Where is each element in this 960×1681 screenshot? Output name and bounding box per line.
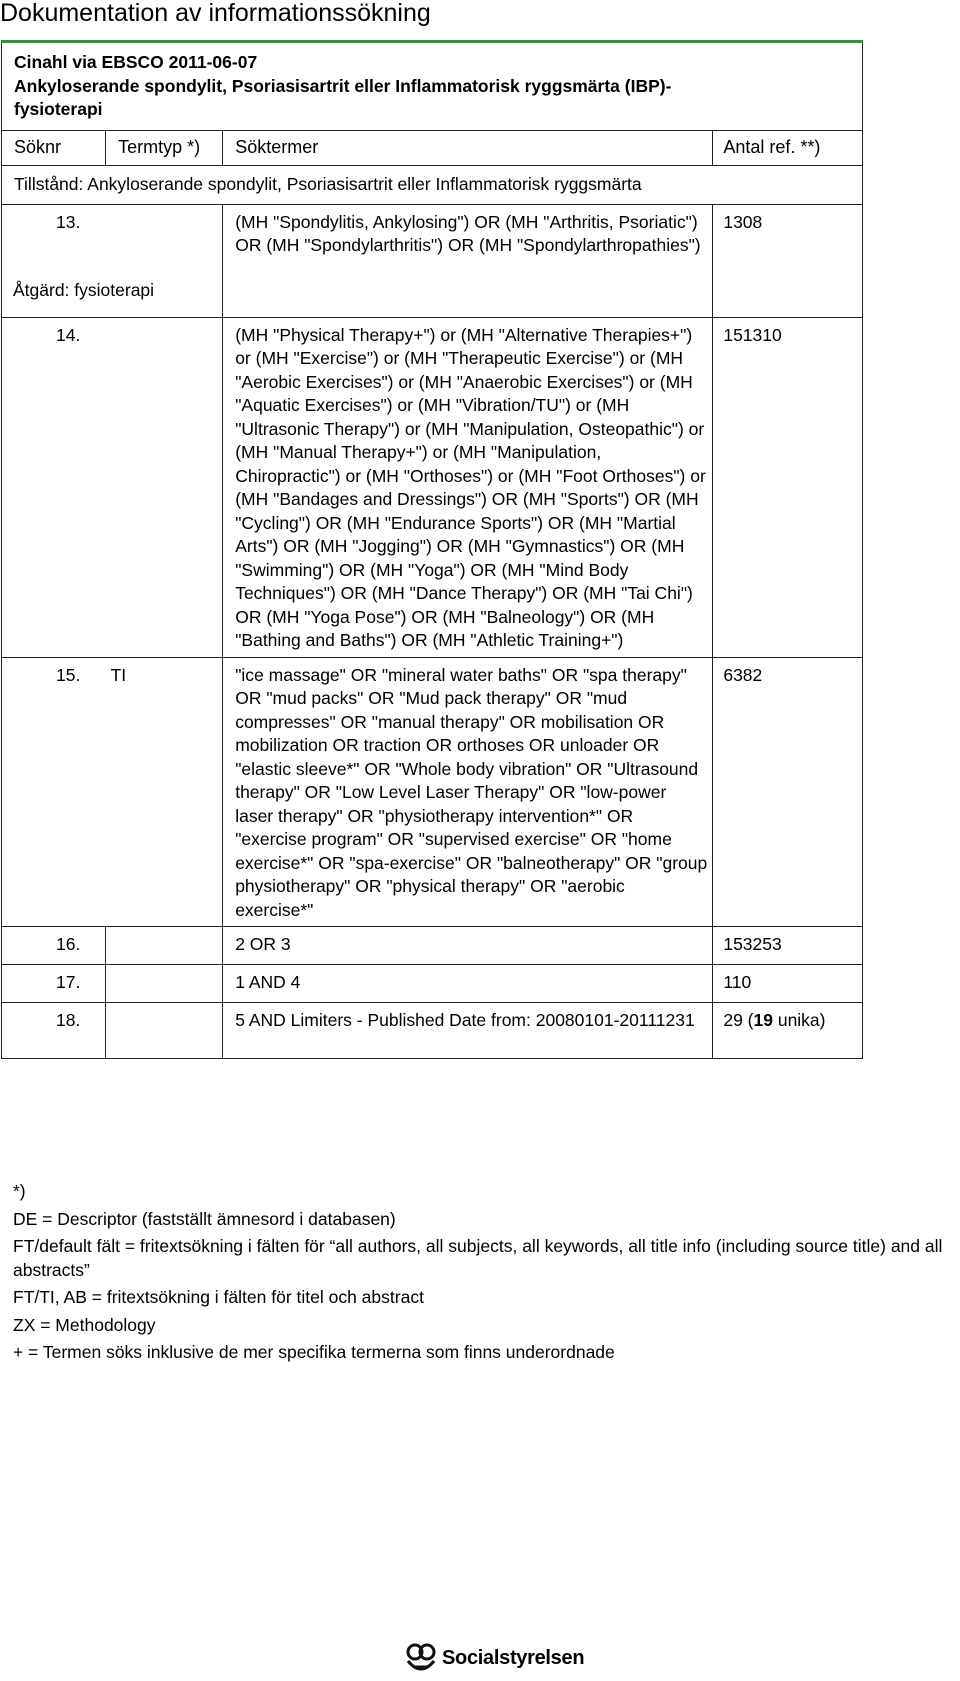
row-18-terms: 5 AND Limiters - Published Date from: 20080101-20111231	[223, 1003, 713, 1059]
row-14-type	[106, 317, 223, 657]
row-13-nr-cell	[2, 204, 223, 317]
row-17-count: 110	[713, 965, 863, 1003]
socialstyrelsen-logo-icon	[404, 1641, 438, 1675]
column-header-count: Antal ref. **)	[713, 130, 863, 165]
row-18-count	[713, 1003, 863, 1059]
row-18-count-post: unika)	[772, 1010, 826, 1030]
row-16-terms: 2 OR 3	[223, 927, 713, 965]
row-14-nr: 14.	[2, 317, 106, 657]
logo-text: Socialstyrelsen	[442, 1646, 585, 1669]
column-header-terms: Söktermer	[223, 130, 713, 165]
row-16-nr: 16.	[2, 927, 106, 965]
row-13-terms: (MH "Spondylitis, Ankylosing") OR (MH "Arthritis, Psoriatic") OR (MH "Spondylarthritis") OR (MH "Spondylarthropathies")	[223, 204, 713, 317]
footnote-ft-default: FT/default fält = fritextsökning i fälten för “all authors, all subjects, all keywords, all title info (including source title) and all abstracts”	[13, 1236, 948, 1280]
footnote-de: DE = Descriptor (fastställt ämnesord i databasen)	[13, 1208, 396, 1229]
row-17-nr: 17.	[2, 965, 106, 1003]
table-row	[2, 317, 863, 657]
state-label: Tillstånd: Ankyloserande spondylit, Psoriasisartrit eller Inflammatorisk ryggsmärta	[2, 165, 863, 204]
row-15-type: TI	[106, 657, 223, 927]
table-row	[2, 204, 863, 317]
state-row	[2, 165, 863, 204]
footnote-zx: ZX = Methodology	[13, 1314, 156, 1335]
table-row	[2, 927, 863, 965]
row-13-nr: 13.	[56, 211, 81, 232]
search-header	[2, 42, 863, 131]
search-documentation-table	[1, 40, 863, 1059]
row-14-count: 151310	[713, 317, 863, 657]
row-16-type	[106, 927, 223, 965]
table-header-block	[2, 42, 863, 131]
topic-line-1: Ankyloserande spondylit, Psoriasisartrit eller Inflammatorisk ryggsmärta (IBP)-	[14, 75, 672, 96]
column-header-nr: Söknr	[2, 130, 106, 165]
topic-line-2: fysioterapi	[14, 99, 103, 119]
row-17-terms: 1 AND 4	[223, 965, 713, 1003]
footnotes	[13, 1180, 960, 1369]
action-label: Åtgärd: fysioterapi	[13, 280, 155, 300]
footnote-plus: + = Termen söks inklusive de mer specifika termerna som finns underordnade	[13, 1342, 615, 1362]
page-title: Dokumentation av informationssökning	[0, 0, 431, 27]
footnote-marker: *)	[13, 1181, 26, 1201]
row-14-terms: (MH "Physical Therapy+") or (MH "Alternative Therapies+") or (MH "Exercise") or (MH "Therapeutic Exercise") or (MH "Aerobic Exercises") or (MH "Anaerobic Exercises") or (MH "Aquatic Exercises") or (MH "Vibration/TU") or (MH "Ultrasonic Therapy") or (MH "Manipulation, Osteopathic") or (MH "Manual Therapy+") or (MH "Manipulation, Chiropractic") or (MH "Orthoses") or (MH "Foot Orthoses") or (MH "Bandages and Dressings") OR (MH "Sports") OR (MH "Cycling") OR (MH "Endurance Sports") OR (MH "Martial Arts") OR (MH "Jogging") OR (MH "Gymnastics") OR (MH "Swimming") OR (MH "Yoga") OR (MH "Mind Body Techniques") OR (MH "Dance Therapy") OR (MH "Tai Chi") OR (MH "Yoga Pose") OR (MH "Balneology") OR (MH "Bathing and Baths") OR (MH "Athletic Training+")	[223, 317, 713, 657]
row-18-type	[106, 1003, 223, 1059]
row-17-type	[106, 965, 223, 1003]
socialstyrelsen-logo	[404, 1638, 584, 1678]
table-row	[2, 657, 863, 927]
database-line: Cinahl via EBSCO 2011-06-07	[14, 52, 258, 72]
column-header-type: Termtyp *)	[106, 130, 223, 165]
row-16-count: 153253	[713, 927, 863, 965]
row-15-nr: 15.	[2, 657, 106, 927]
row-18-count-unique: 19	[753, 1010, 773, 1030]
row-18-nr: 18.	[2, 1003, 106, 1059]
row-18-count-pre: 29 (	[723, 1010, 754, 1030]
table-row	[2, 965, 863, 1003]
row-15-terms: "ice massage" OR "mineral water baths" OR "spa therapy" OR "mud packs" OR "Mud pack therapy" OR "mud compresses" OR "manual therapy" OR mobilisation OR mobilization OR traction OR orthoses OR unloader OR "elastic sleeve*" OR "Whole body vibration" OR "Ultrasound therapy" OR "Low Level Laser Therapy" OR "low-power laser therapy" OR "physiotherapy intervention*" OR "exercise program" OR "supervised exercise" OR "home exercise*" OR "spa-exercise" OR "balneotherapy" OR "group physiotherapy" OR "physical therapy" OR "aerobic exercise*"	[223, 657, 713, 927]
table-row	[2, 1003, 863, 1059]
column-header-row	[2, 130, 863, 165]
row-15-count: 6382	[713, 657, 863, 927]
footnote-ft-ti-ab: FT/TI, AB = fritextsökning i fälten för titel och abstract	[13, 1287, 424, 1307]
row-13-count: 1308	[713, 204, 863, 317]
